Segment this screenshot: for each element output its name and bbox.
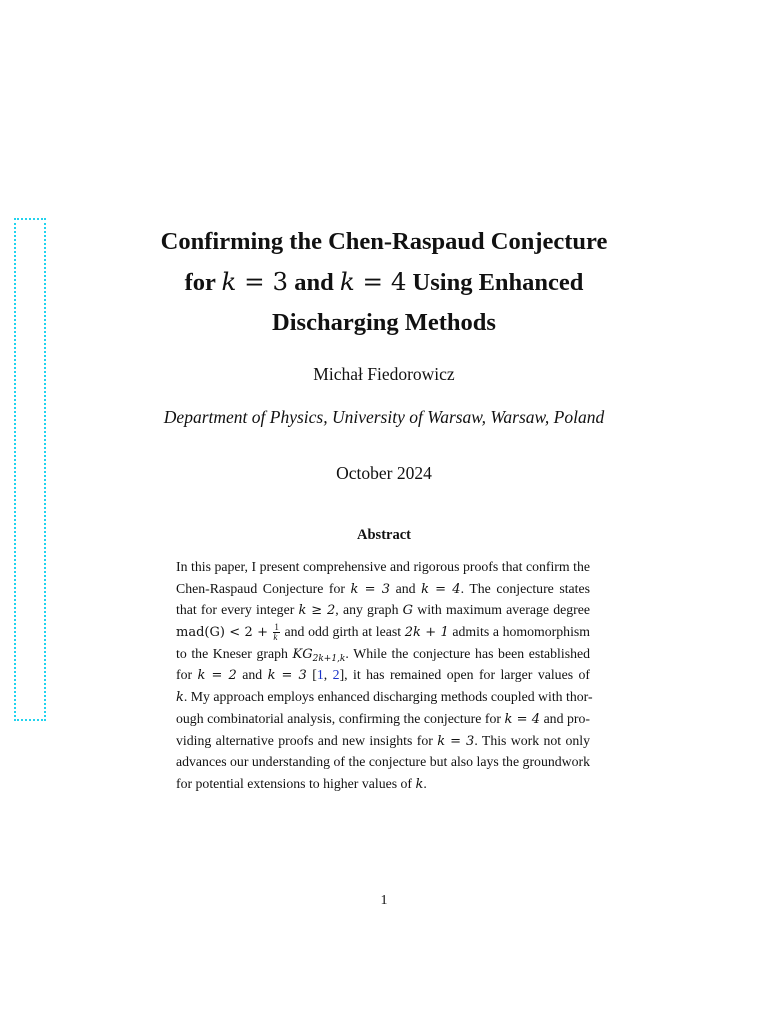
abstract-line xyxy=(176,578,590,600)
abstract-text: . This work not only xyxy=(474,732,591,748)
abstract-line xyxy=(176,708,590,730)
fraction-denominator: k xyxy=(273,632,278,643)
math-inline: k = 4 xyxy=(504,711,541,727)
math-inline: KG xyxy=(292,646,313,662)
math-inline: 2k + 1 xyxy=(404,625,449,641)
title-math-k: k xyxy=(339,267,355,296)
abstract-line xyxy=(176,643,590,665)
math-inline: k xyxy=(415,776,424,792)
abstract-text: viding alternative proofs and new insights for xyxy=(176,732,438,748)
abstract-text: ], it has remained open for larger values of xyxy=(339,667,590,683)
abstract-line xyxy=(176,751,590,773)
abstract-text: [ xyxy=(306,667,317,683)
title-math-eq: = 3 xyxy=(236,267,289,296)
abstract-text: for potential extensions to higher values of xyxy=(176,775,416,791)
abstract-text: and xyxy=(390,580,422,596)
author-affiliation: Department of Physics, University of Warsaw, Warsaw, Poland xyxy=(163,407,605,427)
citation-link-1[interactable]: 1 xyxy=(316,667,324,683)
abstract-text: ough combinatorial analysis, confirming the conjecture for xyxy=(176,710,505,726)
math-inline: mad(G) < 2 + xyxy=(176,625,273,641)
title-text: Using Enhanced xyxy=(406,269,584,296)
math-inline: k xyxy=(176,690,184,706)
math-inline: k ≥ 2 xyxy=(298,603,336,619)
title-line-3: Discharging Methods xyxy=(272,309,496,336)
abstract-text: and odd girth at least xyxy=(280,624,405,640)
paper-title xyxy=(0,222,768,343)
math-subscript: 2k+1,k xyxy=(312,653,346,664)
author-name: Michał Fiedorowicz xyxy=(313,364,455,384)
title-math-eq: = 4 xyxy=(354,267,407,296)
abstract-text: , any graph xyxy=(335,602,403,618)
abstract-text: admits a homomorphism xyxy=(448,624,591,640)
fraction-numerator: 1 xyxy=(274,622,279,633)
math-inline: G xyxy=(402,603,414,619)
abstract-text: . My approach employs enhanced discharging methods coupled with thor- xyxy=(183,689,593,705)
title-text: for xyxy=(184,269,222,296)
abstract-text: , xyxy=(323,667,333,683)
publication-date: October 2024 xyxy=(336,463,432,483)
abstract-text: and pro- xyxy=(540,710,591,726)
abstract-text: . The conjecture states xyxy=(460,580,590,596)
abstract-text: advances our understanding of the conjecture but also lays the groundwork xyxy=(176,754,590,770)
abstract-line xyxy=(176,686,593,708)
title-text: and xyxy=(288,269,340,296)
title-line-2 xyxy=(0,262,768,303)
abstract-text: . xyxy=(423,775,427,791)
math-inline: k = 2 xyxy=(197,668,237,684)
math-inline: k = 3 xyxy=(350,581,391,597)
math-inline: k = 4 xyxy=(421,581,461,597)
abstract-line xyxy=(176,730,590,752)
title-line-1: Confirming the Chen-Raspaud Conjecture xyxy=(160,228,608,255)
abstract-line xyxy=(176,621,590,643)
page-number: 1 xyxy=(380,893,388,908)
abstract-text: In this paper, I present comprehensive and rigorous proofs that confirm the xyxy=(176,559,590,574)
abstract-text: to the Kneser graph xyxy=(176,645,293,661)
abstract-text: for xyxy=(176,667,198,683)
abstract-line xyxy=(176,599,590,621)
math-fraction xyxy=(273,623,280,642)
abstract-text: that for every integer xyxy=(176,602,299,618)
title-math-k: k xyxy=(221,267,237,296)
abstract-line xyxy=(176,664,590,686)
abstract-line xyxy=(176,773,590,795)
abstract-text: with maximum average degree xyxy=(413,602,590,618)
math-inline: k = 3 xyxy=(437,733,475,749)
math-inline: k = 3 xyxy=(267,668,307,684)
abstract-text: Chen-Raspaud Conjecture for xyxy=(176,580,351,596)
abstract-text: and xyxy=(236,667,268,683)
abstract-heading: Abstract xyxy=(357,527,411,543)
citation-link-2[interactable]: 2 xyxy=(332,667,340,683)
abstract-line xyxy=(176,556,590,578)
abstract-body xyxy=(176,556,593,795)
abstract-text: . While the conjecture has been established xyxy=(345,645,590,661)
